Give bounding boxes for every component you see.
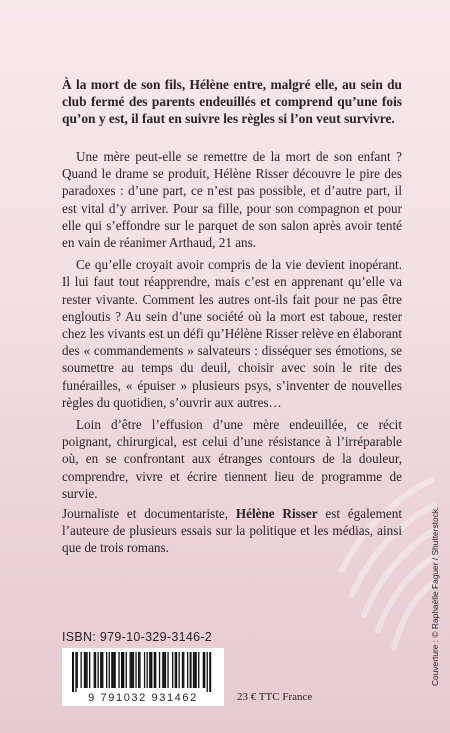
body-paragraph: Une mère peut-elle se remettre de la mort de son enfant ? Quand le drame se produit, Hélène Risser découvre le pire des paradoxes : d’une part, ce n’est pas possible, et d’autre part, il est vital d’y arriver. Pour sa fille, pour son compagnon et pour elle qui s’effondre sur le parquet de son salon après avoir tenté en vain de réanimer Arthaud, 21 ans. bbox=[62, 149, 402, 251]
body-paragraph: Loin d’être l’effusion d’une mère endeuillée, ce récit poignant, chirurgical, est celui d’une résistance à l’irréparable où, en se confrontant aux étranges contours de la douleur, comprendre, vivre et écrire tiennent lieu de programme de survie. bbox=[62, 417, 402, 501]
isbn-label: ISBN: 979-10-329-3146-2 bbox=[62, 630, 213, 644]
price-label: 23 € TTC France bbox=[237, 691, 313, 703]
body-paragraph: Ce qu’elle croyait avoir compris de la vie devient inopérant. Il lui faut tout réapprendre, mais c’est en apprenant qu’elle va rester vivante. Comment les autres ont-ils fait pour ne pas être engloutis ? Au sein d’une société où la mort est taboue, rester chez les vivants est un défi qu’Hélène Risser relève en élaborant des « commandements » salvateurs : disséquer ses émotions, se soumettre au temps du deuil, choisir avec soin le rite des funérailles, « épuiser » plusieurs psys, s’inventer de nouvelles règles du quotidien, s’ouvrir aux autres… bbox=[62, 257, 402, 410]
barcode-digits: 9 791032 931462 bbox=[88, 692, 198, 704]
author-bio bbox=[62, 505, 402, 557]
cover-credit: Couverture : © Raphaëlle Faguer / Shutterstock. bbox=[430, 506, 440, 686]
barcode bbox=[62, 648, 224, 706]
author-name: Hélène Risser bbox=[235, 506, 318, 521]
author-bio-rest: est également l’auteure de plusieurs essais sur la politique et les médias, ainsi que de trois romans. bbox=[62, 506, 402, 556]
body-text bbox=[62, 148, 402, 502]
barcode-bars-icon bbox=[70, 652, 216, 692]
author-bio-intro: Journaliste et documentariste, bbox=[62, 506, 236, 521]
lead-paragraph: À la mort de son fils, Hélène entre, malgré elle, au sein du club fermé des parents endeuillés et comprend qu’une fois qu’on y est, il faut en suivre les règles si l’on veut survivre. bbox=[62, 77, 402, 126]
